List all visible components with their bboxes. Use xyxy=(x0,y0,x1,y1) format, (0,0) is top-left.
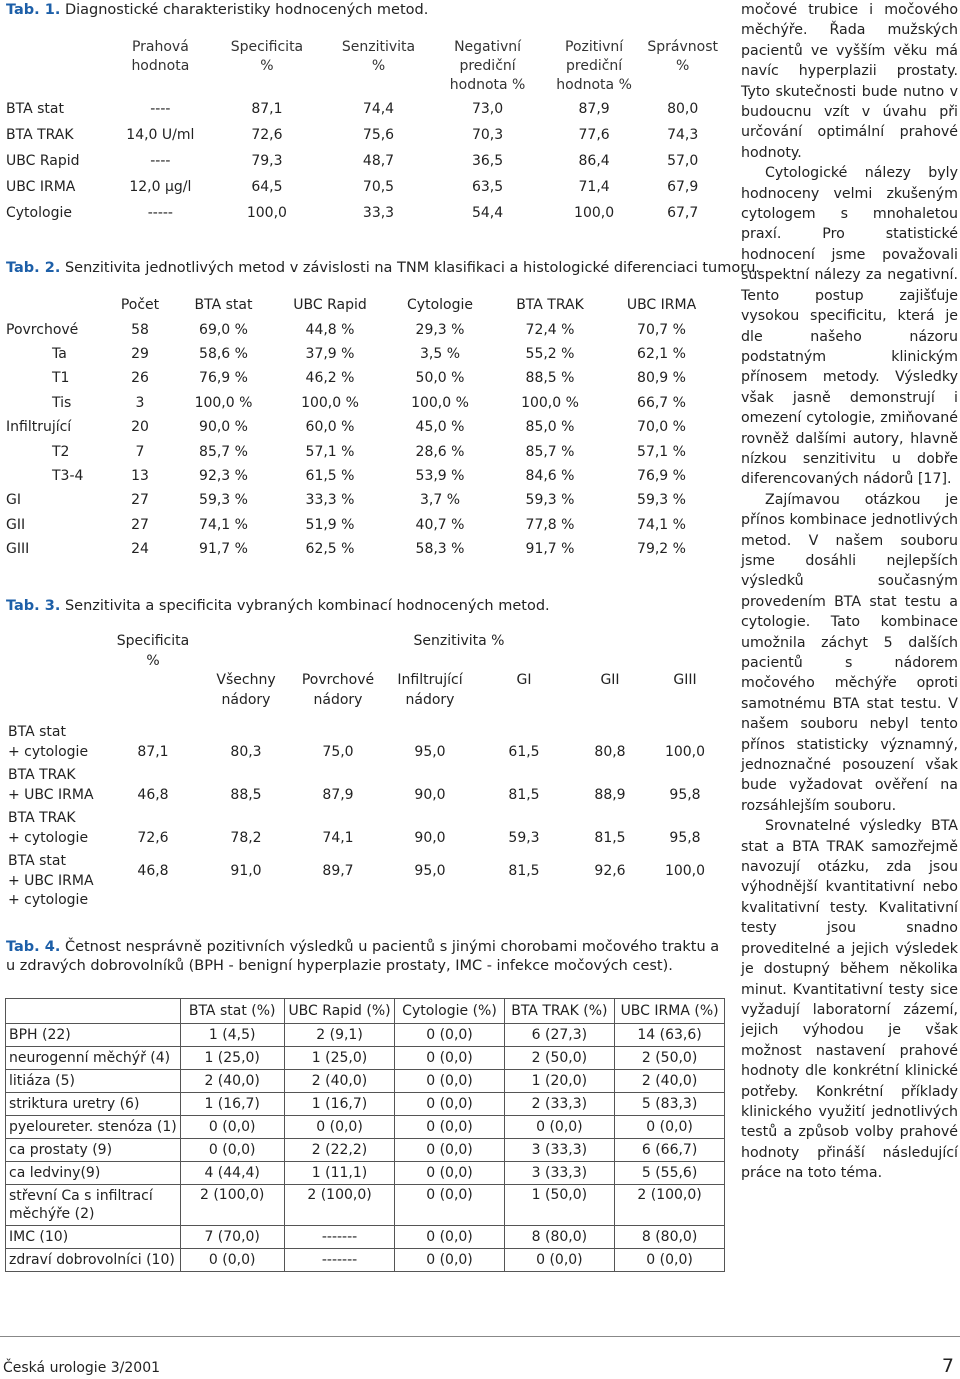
tab1-caption xyxy=(6,1,428,20)
table-row xyxy=(6,1070,725,1093)
table-cell: 85,0 % xyxy=(525,419,575,436)
table-row xyxy=(6,439,718,463)
table-cell: 87,9 xyxy=(578,101,610,117)
table-cell: 70,0 % xyxy=(637,419,686,436)
tab2-caption-text: Senzitivita jednotlivých metod v závislosti na TNM klasifikaci a histologické diferenciaci tumoru. xyxy=(64,260,760,276)
table-row xyxy=(6,366,718,390)
table-cell: 90,0 xyxy=(414,786,446,803)
table-cell: 100,0 xyxy=(664,863,706,879)
row-label: BPH (22) xyxy=(6,1024,181,1047)
row-label: Povrchové xyxy=(6,321,79,338)
table-row xyxy=(6,1093,725,1116)
table-cell: 92,6 xyxy=(594,863,626,879)
table-cell: 100,0 xyxy=(246,205,287,221)
table-cell: 80,0 xyxy=(667,101,699,117)
empty-cell xyxy=(108,671,198,723)
table-cell: 27 xyxy=(131,516,149,533)
row-label: Cytologie xyxy=(6,205,72,221)
table-row xyxy=(6,200,718,226)
row-label: neurogenní měchýř (4) xyxy=(6,1047,181,1070)
column-header: UBC Rapid xyxy=(293,297,367,314)
table-row xyxy=(6,148,718,174)
table-cell: 29 xyxy=(131,345,149,362)
table-cell: 95,0 xyxy=(414,863,446,879)
table-cell: 88,5 % xyxy=(525,370,575,387)
table-cell: 5 (83,3) xyxy=(615,1093,725,1116)
table-cell: 45,0 % xyxy=(415,419,465,436)
table-row xyxy=(8,852,720,915)
table-cell: 0 (0,0) xyxy=(504,1249,615,1272)
table-cell: 58,6 % xyxy=(199,345,248,362)
table-cell: 88,9 xyxy=(594,786,626,803)
table-cell: 0 (0,0) xyxy=(615,1116,725,1139)
table-cell: 0 (0,0) xyxy=(395,1093,504,1116)
table-cell: 1 (11,1) xyxy=(284,1162,395,1185)
table-cell: 55,2 % xyxy=(525,345,575,362)
table-row xyxy=(6,513,718,537)
table-cell: 2 (40,0) xyxy=(180,1070,284,1093)
table-cell: 91,7 % xyxy=(525,541,575,558)
table-cell: 76,9 % xyxy=(637,467,686,484)
table-cell: 85,7 % xyxy=(199,443,248,460)
table-row xyxy=(6,122,718,148)
table-cell: 100,0 xyxy=(664,743,706,760)
row-label: Ta xyxy=(52,345,67,362)
false-positive-table xyxy=(5,998,725,1272)
row-label: BTA stat xyxy=(6,101,64,117)
table-cell: 28,6 % xyxy=(415,443,465,460)
table-cell: 86,4 xyxy=(578,153,610,169)
table-cell: 1 (16,7) xyxy=(284,1093,395,1116)
row-label: UBC Rapid xyxy=(6,153,80,169)
text-paragraph: močové trubice i močového měchýře. Řada mužských pacientů ve vyšším věku má navíc hyperplazii prostaty. Tyto skutečnosti bude nutno v budoucnu vzít v úvahu při určování optimální prahové hodnoty. xyxy=(741,2,958,161)
table-cell: 46,8 xyxy=(137,786,169,803)
table-cell: 100,0 % xyxy=(521,394,579,411)
table-cell: 6 (66,7) xyxy=(615,1139,725,1162)
table-cell: 26 xyxy=(131,370,149,387)
row-label: BTA TRAK + cytologie xyxy=(8,810,89,846)
column-subheader: GIII xyxy=(673,672,697,688)
table-cell: 12,0 µg/l xyxy=(129,179,192,195)
table-row xyxy=(8,809,720,852)
journal-name: Česká urologie 3/2001 xyxy=(3,1360,161,1376)
table-cell: 3,7 % xyxy=(419,492,461,509)
table-cell: 88,5 xyxy=(230,786,262,803)
row-label: střevní Ca s infiltrací měchýře (2) xyxy=(6,1185,181,1226)
table-cell: 92,3 % xyxy=(199,467,248,484)
column-header: Specificita % xyxy=(230,39,304,74)
table-row xyxy=(6,174,718,200)
table-cell: 0 (0,0) xyxy=(395,1249,504,1272)
table-cell: 77,8 % xyxy=(525,516,575,533)
table-cell: 100,0 % xyxy=(301,394,359,411)
table-row xyxy=(6,317,718,341)
table-cell: 62,5 % xyxy=(305,541,355,558)
table-cell: 0 (0,0) xyxy=(284,1116,395,1139)
table-row xyxy=(8,766,720,809)
table-cell: 54,4 xyxy=(471,205,504,221)
table-cell: 72,6 xyxy=(137,829,169,846)
table-cell: 14,0 U/ml xyxy=(126,127,195,143)
row-label: pyeloureter. stenóza (1) xyxy=(6,1116,181,1139)
table-cell: 3,5 % xyxy=(419,345,461,362)
column-subheader: Všechny nádory xyxy=(216,672,276,708)
table-cell: 80,8 xyxy=(594,743,626,760)
table-header-row xyxy=(6,38,718,96)
tab1-caption-label: Tab. 1. xyxy=(6,2,61,18)
column-header: UBC Rapid (%) xyxy=(284,999,395,1024)
column-header: BTA TRAK (%) xyxy=(504,999,615,1024)
table-cell: 3 (33,3) xyxy=(504,1139,615,1162)
table-cell: ------- xyxy=(284,1226,395,1249)
table-cell: 2 (22,2) xyxy=(284,1139,395,1162)
row-label: BTA stat + cytologie xyxy=(8,724,89,760)
row-label: GI xyxy=(6,492,21,509)
column-header: Negativní prediční hodnota % xyxy=(449,39,526,93)
table-row xyxy=(6,537,718,561)
table-cell: 90,0 % xyxy=(199,419,248,436)
table-cell: 87,9 xyxy=(322,786,354,803)
table-cell: 29,3 % xyxy=(415,321,465,338)
table-cell: 67,9 xyxy=(667,179,699,195)
row-label: Tis xyxy=(52,394,72,411)
page-number: 7 xyxy=(941,1355,954,1377)
text-paragraph: Zajímavou otázkou je přínos kombinace jednotlivých metod. V našem souboru jsme dosáhli nejlepších výsledků současným provedením BTA stat testu a cytologie. Tato kombinace umožnila záchyt 5 dalších pacientů s nádorem močového měchýře oproti samotnému BTA stat testu. V našem souboru nebyl tento přínos statisticky významný, jednoznačné posouzení však bude vyžadovat ověření na rozsáhlejším souboru. xyxy=(741,491,958,814)
table-cell: 70,3 xyxy=(471,127,504,143)
table-cell: 62,1 % xyxy=(637,345,686,362)
table-cell: 51,9 % xyxy=(305,516,355,533)
table-cell: 0 (0,0) xyxy=(395,1226,504,1249)
text-paragraph: Cytologické nálezy byly hodnoceny velmi zkušeným cytologem s mnohaletou praxí. Pro statistické hodnocení jsme považovali suspektní nálezy za negativní. Tento postup zajišťuje vysokou specificitu, která je dle našeho názoru podstatným klinickým přínosem metody. Výsledky však jasně demonstrují i omezení cytologie, zmiňované rovněž dalšími autory, hlavně nízkou senzitivitu u dobře diferencovaných nádorů [17]. xyxy=(741,165,958,488)
table-cell: 80,9 % xyxy=(637,370,686,387)
table-cell: 69,0 % xyxy=(199,321,248,338)
table-row xyxy=(6,1162,725,1185)
table-cell: 1 (50,0) xyxy=(504,1185,615,1226)
row-label: BTA TRAK xyxy=(6,127,74,143)
table-cell: 46,8 xyxy=(137,863,169,879)
column-header: Pozitivní prediční hodnota % xyxy=(556,39,632,93)
table-cell: 91,0 xyxy=(230,863,262,879)
row-label: ca ledviny(9) xyxy=(6,1162,181,1185)
table-row xyxy=(8,723,720,766)
table-cell: 0 (0,0) xyxy=(180,1249,284,1272)
table-cell: 81,5 xyxy=(594,829,626,846)
row-label: litiáza (5) xyxy=(6,1070,181,1093)
table-cell: 81,5 xyxy=(508,786,540,803)
table-row xyxy=(6,415,718,439)
table-cell: 59,3 % xyxy=(199,492,248,509)
table-cell: 59,3 xyxy=(508,829,540,846)
table-cell: 87,1 xyxy=(251,101,283,117)
table-subheader-row xyxy=(8,671,720,723)
table-cell: 85,7 % xyxy=(525,443,575,460)
table-row xyxy=(6,342,718,366)
table-cell: 20 xyxy=(131,419,149,436)
table-cell: 1 (16,7) xyxy=(180,1093,284,1116)
table-cell: 58 xyxy=(131,321,149,338)
row-label: GIII xyxy=(6,541,30,558)
column-subheader: Infiltrující nádory xyxy=(397,672,463,708)
table-cell: 46,2 % xyxy=(305,370,355,387)
table-cell: 1 (25,0) xyxy=(180,1047,284,1070)
empty-cell xyxy=(8,632,108,671)
table-row xyxy=(6,1047,725,1070)
table-cell: 79,3 xyxy=(251,153,283,169)
column-header xyxy=(6,38,110,96)
table-cell: 3 (33,3) xyxy=(504,1162,615,1185)
combinations-table xyxy=(8,632,720,915)
table-cell: 6 (27,3) xyxy=(504,1024,615,1047)
table-cell: 91,7 % xyxy=(199,541,248,558)
table-cell: 3 xyxy=(135,394,145,411)
table-cell: 57,0 xyxy=(667,153,699,169)
tab1-caption-text: Diagnostické charakteristiky hodnocených metod. xyxy=(64,2,429,18)
table-cell: ----- xyxy=(147,205,173,221)
table-header-row xyxy=(6,293,718,317)
row-label: BTA stat + UBC IRMA + cytologie xyxy=(8,853,94,908)
tab2-caption-label: Tab. 2. xyxy=(6,260,61,276)
tab4-caption-text: Četnost nesprávně pozitivních výsledků u pacientů s jinými chorobami močového traktu a u zdravých dobrovolníků (BPH - benigní hyperplazie prostaty, IMC - infekce močových cest). xyxy=(6,939,720,974)
table-cell: 61,5 % xyxy=(305,467,355,484)
table-cell: 57,1 % xyxy=(305,443,355,460)
column-subheader: Povrchové nádory xyxy=(301,672,375,708)
column-header: BTA stat (%) xyxy=(180,999,284,1024)
table-cell: 87,1 xyxy=(137,743,169,760)
table-cell: 74,1 xyxy=(322,829,354,846)
column-header: UBC IRMA xyxy=(626,297,697,314)
column-header: Cytologie xyxy=(407,297,473,314)
table-cell: 13 xyxy=(131,467,149,484)
right-column-text xyxy=(741,0,958,1184)
table-cell: 70,7 % xyxy=(637,321,686,338)
table-cell: 2 (33,3) xyxy=(504,1093,615,1116)
table-cell: 66,7 % xyxy=(637,394,686,411)
table-cell: 8 (80,0) xyxy=(615,1226,725,1249)
table-cell: 0 (0,0) xyxy=(395,1024,504,1047)
table-cell: 72,4 % xyxy=(525,321,575,338)
table-cell: 73,0 xyxy=(471,101,504,117)
table-cell: ---- xyxy=(150,101,171,117)
table-cell: 4 (44,4) xyxy=(180,1162,284,1185)
table-cell: 75,0 xyxy=(322,743,354,760)
table-cell: 2 (100,0) xyxy=(615,1185,725,1226)
table-cell: 33,3 xyxy=(362,205,395,221)
table-cell: 0 (0,0) xyxy=(180,1139,284,1162)
table-cell: 74,4 xyxy=(362,101,395,117)
row-label: T2 xyxy=(52,443,70,460)
table-cell: 77,6 xyxy=(578,127,610,143)
table-cell: 95,8 xyxy=(669,786,701,803)
table-header-row xyxy=(8,632,720,671)
table-cell: 24 xyxy=(131,541,149,558)
row-label: GII xyxy=(6,516,26,533)
table-row xyxy=(6,1249,725,1272)
column-subheader: GII xyxy=(600,672,620,688)
table-cell: 50,0 % xyxy=(415,370,465,387)
table-cell: 14 (63,6) xyxy=(615,1024,725,1047)
tab2-caption xyxy=(6,259,760,278)
table-cell: 59,3 % xyxy=(637,492,686,509)
table-cell: 84,6 % xyxy=(525,467,575,484)
column-header: Počet xyxy=(120,297,160,314)
table-cell: ---- xyxy=(150,153,171,169)
tab3-caption-label: Tab. 3. xyxy=(6,598,61,614)
column-header: Prahová hodnota xyxy=(131,39,190,74)
tab4-caption xyxy=(6,938,726,976)
row-label: IMC (10) xyxy=(6,1226,181,1249)
table-cell: 60,0 % xyxy=(305,419,355,436)
table-cell: 2 (50,0) xyxy=(504,1047,615,1070)
table-header-row xyxy=(6,999,725,1024)
table-cell: 53,9 % xyxy=(415,467,465,484)
table-cell: 80,3 xyxy=(230,743,262,760)
table-cell: 89,7 xyxy=(322,863,354,879)
footer-divider xyxy=(0,1336,960,1337)
table-cell: 0 (0,0) xyxy=(395,1116,504,1139)
column-header: Senzitivita % xyxy=(341,39,416,74)
table-cell: 67,7 xyxy=(667,205,699,221)
table-row xyxy=(6,1116,725,1139)
column-header: UBC IRMA (%) xyxy=(615,999,725,1024)
table-cell: 0 (0,0) xyxy=(395,1047,504,1070)
text-paragraph: Srovnatelné výsledky BTA stat a BTA TRAK samozřejmě navozují otázku, zda jsou výhodnější kvantitativní nebo kvalitativní testy. Kvalitativní testy jsou snadno proveditelné a jejich výsledek je dostupný během několika minut. Kvantitativní testy sice vyžadují laboratorní zázemí, jejich výhodou je však možnost nastavení prahové hodnoty dle konkrétní klinické potřeby. Konkrétní příklady klinického využití jednotlivých testů a způsob volby prahové hodnoty přináší následující práce na toto téma. xyxy=(741,818,958,1182)
diagnostic-characteristics-table xyxy=(6,38,718,226)
table-cell: 0 (0,0) xyxy=(395,1070,504,1093)
row-label: BTA TRAK + UBC IRMA xyxy=(8,767,94,803)
table-cell: 63,5 xyxy=(471,179,504,195)
table-cell: 2 (9,1) xyxy=(284,1024,395,1047)
table-cell: 57,1 % xyxy=(637,443,686,460)
table-cell: 70,5 xyxy=(362,179,395,195)
tab3-caption xyxy=(6,597,550,616)
table-cell: 7 (70,0) xyxy=(180,1226,284,1249)
column-header-sensitivity: Senzitivita % xyxy=(413,633,505,649)
row-label: T3-4 xyxy=(52,467,84,484)
table-cell: 76,9 % xyxy=(199,370,248,387)
row-label: striktura uretry (6) xyxy=(6,1093,181,1116)
table-row xyxy=(6,391,718,415)
table-cell: 100,0 % xyxy=(411,394,469,411)
table-row xyxy=(6,1226,725,1249)
table-cell: 2 (40,0) xyxy=(615,1070,725,1093)
table-row xyxy=(6,1185,725,1226)
table-row xyxy=(6,464,718,488)
table-cell: 44,8 % xyxy=(305,321,355,338)
table-cell: 36,5 xyxy=(471,153,504,169)
table-cell: 0 (0,0) xyxy=(395,1162,504,1185)
table-cell: 74,1 % xyxy=(199,516,248,533)
table-cell: 0 (0,0) xyxy=(395,1185,504,1226)
sensitivity-tnm-table xyxy=(6,293,718,561)
table-cell: 59,3 % xyxy=(525,492,575,509)
table-cell: 64,5 xyxy=(251,179,283,195)
table-cell: 78,2 xyxy=(230,829,262,846)
row-label: zdraví dobrovolníci (10) xyxy=(6,1249,181,1272)
row-label: Infiltrující xyxy=(6,419,72,436)
table-cell: 2 (40,0) xyxy=(284,1070,395,1093)
table-cell: 75,6 xyxy=(362,127,395,143)
row-label: T1 xyxy=(52,370,70,387)
table-cell: 81,5 xyxy=(508,863,540,879)
table-row xyxy=(6,96,718,122)
empty-cell xyxy=(8,671,108,723)
tab3-caption-text: Senzitivita a specificita vybraných kombinací hodnocených metod. xyxy=(64,598,550,614)
table-cell: 100,0 % xyxy=(194,394,253,411)
table-cell: 79,2 % xyxy=(637,541,686,558)
table-cell: 95,0 xyxy=(414,743,446,760)
table-cell: 0 (0,0) xyxy=(180,1116,284,1139)
column-header-specificity: Specificita % xyxy=(116,633,190,669)
table-cell: 40,7 % xyxy=(415,516,465,533)
table-cell: 1 (25,0) xyxy=(284,1047,395,1070)
table-cell: 1 (4,5) xyxy=(180,1024,284,1047)
table-cell: 2 (100,0) xyxy=(180,1185,284,1226)
table-cell: 72,6 xyxy=(251,127,283,143)
table-row xyxy=(6,488,718,512)
column-header xyxy=(6,293,108,317)
table-cell: 8 (80,0) xyxy=(504,1226,615,1249)
table-cell: 7 xyxy=(135,443,145,460)
table-cell: 27 xyxy=(131,492,149,509)
column-header: Správnost % xyxy=(647,39,718,74)
table-cell: ------- xyxy=(284,1249,395,1272)
column-subheader: GI xyxy=(516,672,532,688)
table-cell: 33,3 % xyxy=(305,492,355,509)
column-header: BTA stat xyxy=(194,297,253,314)
table-cell: 1 (20,0) xyxy=(504,1070,615,1093)
table-cell: 5 (55,6) xyxy=(615,1162,725,1185)
table-cell: 37,9 % xyxy=(305,345,355,362)
table-cell: 2 (100,0) xyxy=(284,1185,395,1226)
table-cell: 48,7 xyxy=(362,153,395,169)
table-cell: 0 (0,0) xyxy=(615,1249,725,1272)
table-cell: 90,0 xyxy=(414,829,446,846)
table-cell: 100,0 xyxy=(574,205,615,221)
column-header: Cytologie (%) xyxy=(395,999,504,1024)
row-label: ca prostaty (9) xyxy=(6,1139,181,1162)
table-cell: 0 (0,0) xyxy=(504,1116,615,1139)
table-cell: 0 (0,0) xyxy=(395,1139,504,1162)
table-cell: 95,8 xyxy=(669,829,701,846)
table-cell: 74,3 xyxy=(667,127,699,143)
table-cell: 2 (50,0) xyxy=(615,1047,725,1070)
column-header xyxy=(6,999,181,1024)
table-row xyxy=(6,1139,725,1162)
column-header: BTA TRAK xyxy=(516,297,584,314)
tab4-caption-label: Tab. 4. xyxy=(6,939,61,955)
table-cell: 61,5 xyxy=(508,743,540,760)
table-cell: 74,1 % xyxy=(637,516,686,533)
row-label: UBC IRMA xyxy=(6,179,76,195)
table-cell: 58,3 % xyxy=(415,541,465,558)
table-row xyxy=(6,1024,725,1047)
table-cell: 71,4 xyxy=(578,179,610,195)
